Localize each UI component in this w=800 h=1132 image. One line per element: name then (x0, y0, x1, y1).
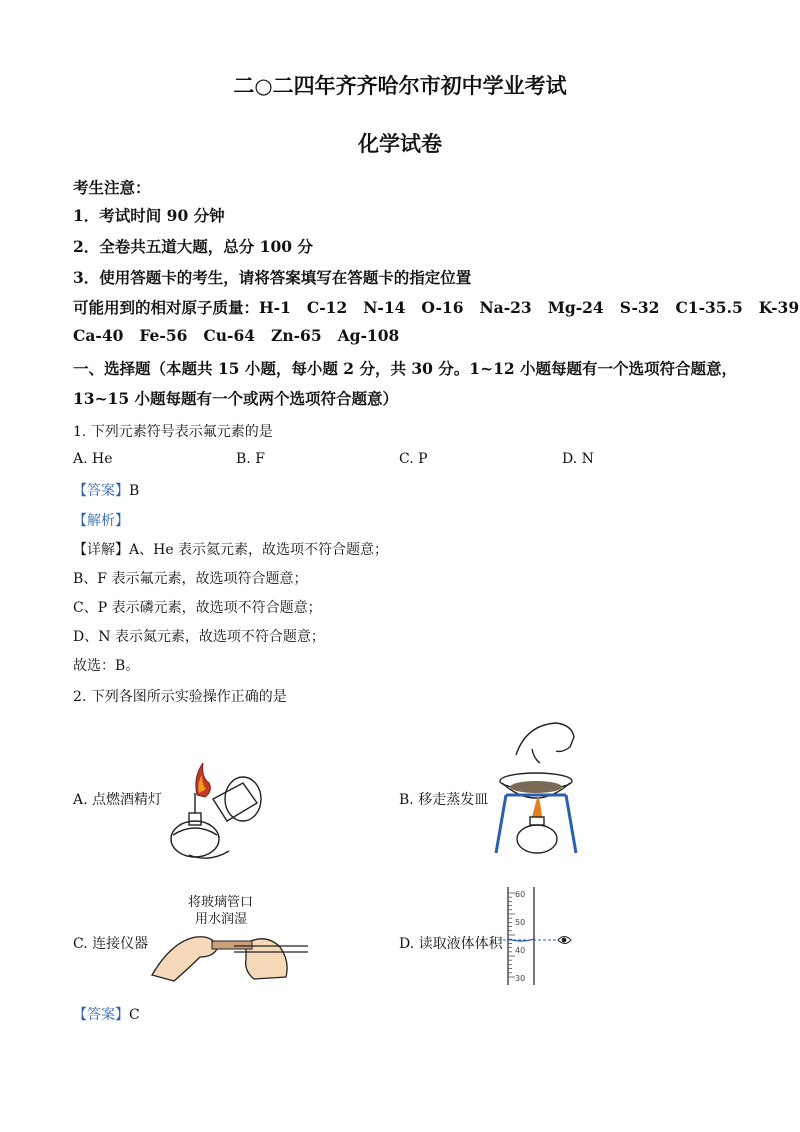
figure-c-connect-apparatus (150, 925, 310, 985)
q2-option-b: B. 移走蒸发皿 (399, 792, 489, 808)
section-1-heading-line-1: 一、选择题（本题共 15 小题，每小题 2 分，共 30 分。1~12 小题每题有一个选项符合题意， (73, 359, 738, 378)
atomic-mass-entry: Fe-56 (139, 326, 188, 345)
atomic-mass-entry: K-39 (758, 298, 800, 317)
q2-option-a: A. 点燃酒精灯 (73, 792, 163, 808)
atomic-mass-entry: O-16 (421, 298, 464, 317)
q1-detail-line-1 (73, 539, 388, 559)
cylinder-tick-30: 30 (515, 974, 526, 983)
q1-stem: 1. 下列元素符号表示氟元素的是 (73, 424, 273, 440)
notice-heading: 考生注意： (73, 178, 151, 197)
q1-option-c: C. P (399, 451, 428, 467)
atomic-mass-entry: Cu-64 (203, 326, 256, 345)
atomic-masses-label: 可能用到的相对原子质量： (73, 298, 260, 317)
atomic-mass-entry: S-32 (619, 298, 660, 317)
atomic-mass-entry: Mg-24 (547, 298, 604, 317)
q1-option-b: B. F (236, 451, 265, 467)
detail-text: A、He 表示氦元素，故选项不符合题意； (129, 542, 389, 558)
atomic-mass-entry: Ca-40 (73, 326, 124, 345)
q1-detail-line-4: D、N 表示氮元素，故选项不符合题意； (73, 629, 325, 645)
atomic-mass-entry: H-1 (259, 298, 291, 317)
atomic-mass-entry: C1-35.5 (675, 298, 743, 317)
answer-tag: 【答案】 (73, 1007, 129, 1023)
q2-option-c: C. 连接仪器 (73, 936, 149, 952)
figure-a-alcohol-lamp (155, 755, 275, 865)
atomic-mass-entry: Zn-65 (271, 326, 322, 345)
atomic-mass-entry: C-12 (306, 298, 348, 317)
notice-item-1: 1．考试时间 90 分钟 (73, 206, 225, 225)
atomic-mass-entry: Ag-108 (337, 326, 400, 345)
figure-c-caption-line-2: 用水润湿 (195, 912, 248, 927)
exam-subtitle: 化学试卷 (358, 131, 442, 156)
atomic-masses-line-1 (73, 296, 799, 318)
cylinder-tick-50: 50 (515, 918, 526, 927)
section-1-heading-line-2: 13~15 小题每题有一个或两个选项符合题意） (73, 389, 399, 408)
q2-option-d: D. 读取液体体积 (399, 936, 503, 952)
exam-title: 二○二四年齐齐哈尔市初中学业考试 (233, 73, 567, 98)
figure-b-evaporating-dish (486, 713, 586, 863)
notice-item-2: 2．全卷共五道大题，总分 100 分 (73, 237, 313, 256)
q1-option-d: D. N (562, 451, 594, 467)
notice-item-3: 3．使用答题卡的考生，请将答案填写在答题卡的指定位置 (73, 268, 472, 287)
q1-analysis-tag: 【解析】 (73, 513, 129, 529)
atomic-mass-entry: N-14 (363, 298, 406, 317)
cylinder-tick-40: 40 (515, 946, 526, 955)
figure-d-graduated-cylinder (498, 885, 580, 990)
cylinder-tick-60: 60 (515, 890, 526, 899)
q1-option-a: A. He (73, 451, 113, 467)
q2-answer (73, 1004, 140, 1024)
q1-answer (73, 480, 139, 500)
answer-tag: 【答案】 (73, 483, 129, 499)
q1-detail-line-3: C、P 表示磷元素，故选项不符合题意； (73, 600, 322, 616)
q2-stem: 2. 下列各图所示实验操作正确的是 (73, 689, 287, 705)
atomic-masses-line-2 (73, 326, 399, 345)
q1-detail-line-2: B、F 表示氟元素，故选项符合题意； (73, 571, 308, 587)
answer-value: B (129, 483, 140, 499)
q1-conclusion: 故选：B。 (73, 658, 140, 674)
detail-tag: 【详解】 (73, 542, 129, 558)
figure-c-caption-line-1: 将玻璃管口 (188, 895, 254, 910)
atomic-mass-entry: Na-23 (479, 298, 532, 317)
answer-value: C (129, 1007, 140, 1023)
